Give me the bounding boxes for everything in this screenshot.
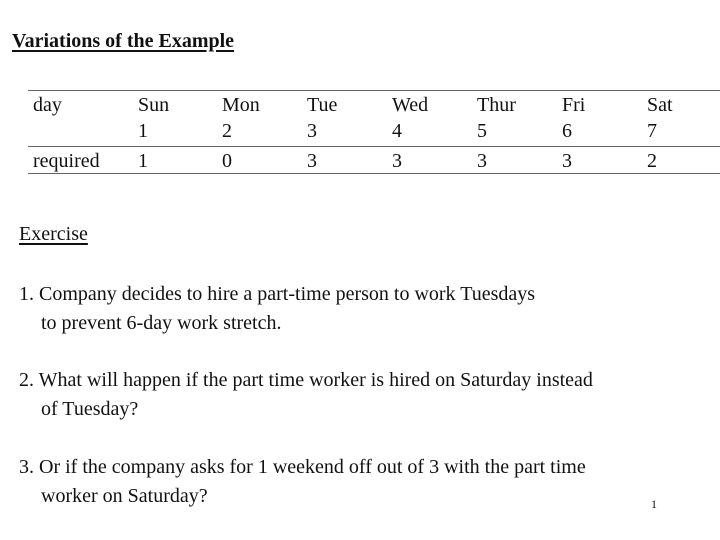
- day-number-tue: 3: [307, 120, 317, 142]
- day-header-thur: Thur: [477, 94, 516, 116]
- day-header-wed: Wed: [392, 94, 429, 116]
- day-header-sat: Sat: [647, 94, 673, 116]
- day-header-mon: Mon: [222, 94, 260, 116]
- exercise-heading: Exercise: [19, 223, 88, 245]
- day-number-sun: 1: [138, 120, 148, 142]
- table-middle-rule: [28, 146, 720, 147]
- row-label-required: required: [33, 150, 100, 172]
- day-header-fri: Fri: [562, 94, 586, 116]
- exercise-item-1: [19, 280, 535, 338]
- exercise-item-2-line2: of Tuesday?: [41, 398, 139, 420]
- day-header-tue: Tue: [307, 94, 338, 116]
- schedule-table: [28, 90, 720, 173]
- required-fri: 3: [562, 150, 572, 172]
- required-wed: 3: [392, 150, 402, 172]
- exercise-item-3: [19, 453, 586, 511]
- exercise-item-2: [19, 366, 593, 424]
- day-number-fri: 6: [562, 120, 572, 142]
- day-number-mon: 2: [222, 120, 232, 142]
- row-label-day: day: [33, 94, 62, 116]
- day-header-sun: Sun: [138, 94, 170, 116]
- table-bottom-rule: [28, 173, 720, 174]
- required-sun: 1: [138, 150, 148, 172]
- exercise-item-1-line1: 1. Company decides to hire a part-time person to work Tuesdays: [19, 283, 536, 305]
- exercise-item-3-line1: 3. Or if the company asks for 1 weekend off out of 3 with the part time: [19, 456, 586, 478]
- exercise-item-1-line2: to prevent 6-day work stretch.: [41, 312, 282, 334]
- day-number-thur: 5: [477, 120, 487, 142]
- exercise-item-2-line1: 2. What will happen if the part time worker is hired on Saturday instead: [19, 369, 593, 391]
- slide-title: Variations of the Example: [12, 30, 235, 52]
- day-number-sat: 7: [647, 120, 657, 142]
- day-number-wed: 4: [392, 120, 402, 142]
- required-thur: 3: [477, 150, 487, 172]
- page-number: 1: [651, 497, 657, 511]
- required-sat: 2: [647, 150, 657, 172]
- table-top-rule: [28, 90, 720, 91]
- exercise-item-3-line2: worker on Saturday?: [41, 485, 208, 507]
- required-tue: 3: [307, 150, 317, 172]
- required-mon: 0: [222, 150, 232, 172]
